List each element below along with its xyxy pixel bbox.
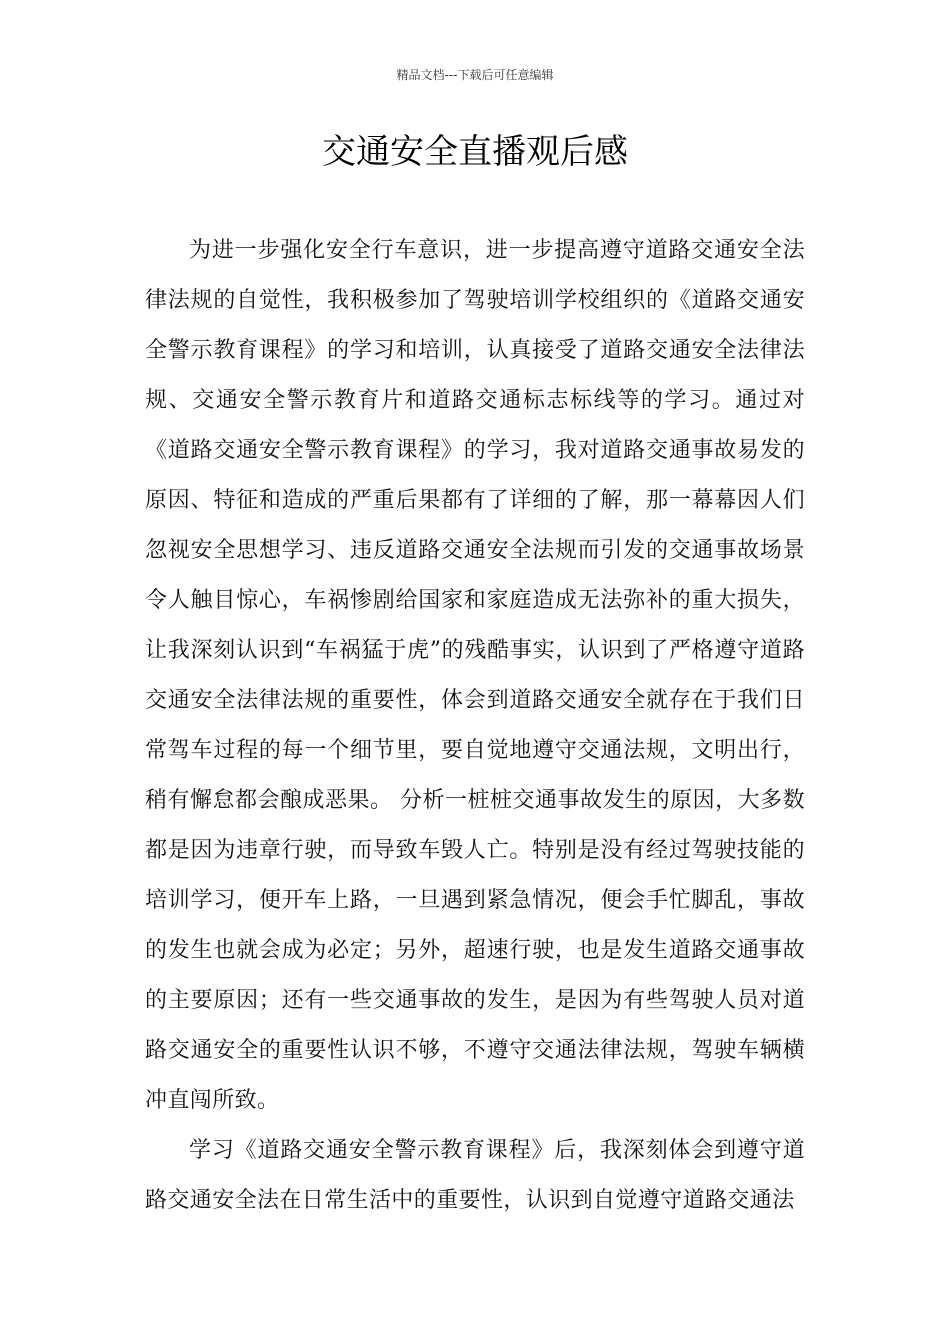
document-body: [145, 226, 805, 1226]
body-paragraph-1: 为进一步强化安全行车意识，进一步提高遵守道路交通安全法律法规的自觉性，我积极参加了驾驶培训学校组织的《道路交通安全警示教育课程》的学习和培训，认真接受了道路交通安全法律法规、交通安全警示教育片和道路交通标志标线等的学习。通过对《道路交通安全警示教育课程》的学习，我对道路交通事故易发的原因、特征和造成的严重后果都有了详细的了解，那一幕幕因人们忽视安全思想学习、违反道路交通安全法规而引发的交通事故场景令人触目惊心，车祸惨剧给国家和家庭造成无法弥补的重大损失，让我深刻认识到“车祸猛于虎”的残酷事实，认识到了严格遵守道路交通安全法律法规的重要性，体会到道路交通安全就存在于我们日常驾车过程的每一个细节里，要自觉地遵守交通法规，文明出行，稍有懈怠都会酿成恶果。 分析一桩桩交通事故发生的原因，大多数都是因为违章行驶，而导致车毁人亡。特别是没有经过驾驶技能的培训学习，便开车上路，一旦遇到紧急情况，便会手忙脚乱，事故的发生也就会成为必定；另外，超速行驶，也是发生道路交通事故的主要原因；还有一些交通事故的发生，是因为有些驾驶人员对道路交通安全的重要性认识不够，不遵守交通法律法规，驾驶车辆横冲直闯所致。: [145, 238, 805, 1113]
document-title: 交通安全直播观后感: [322, 132, 628, 172]
page-header-watermark: 精品文档---下载后可任意编辑: [396, 68, 554, 82]
body-paragraph-2: 学习《道路交通安全警示教育课程》后，我深刻体会到遵守道路交通安全法在日常生活中的重要性，认识到自觉遵守道路交通法: [145, 1138, 805, 1213]
